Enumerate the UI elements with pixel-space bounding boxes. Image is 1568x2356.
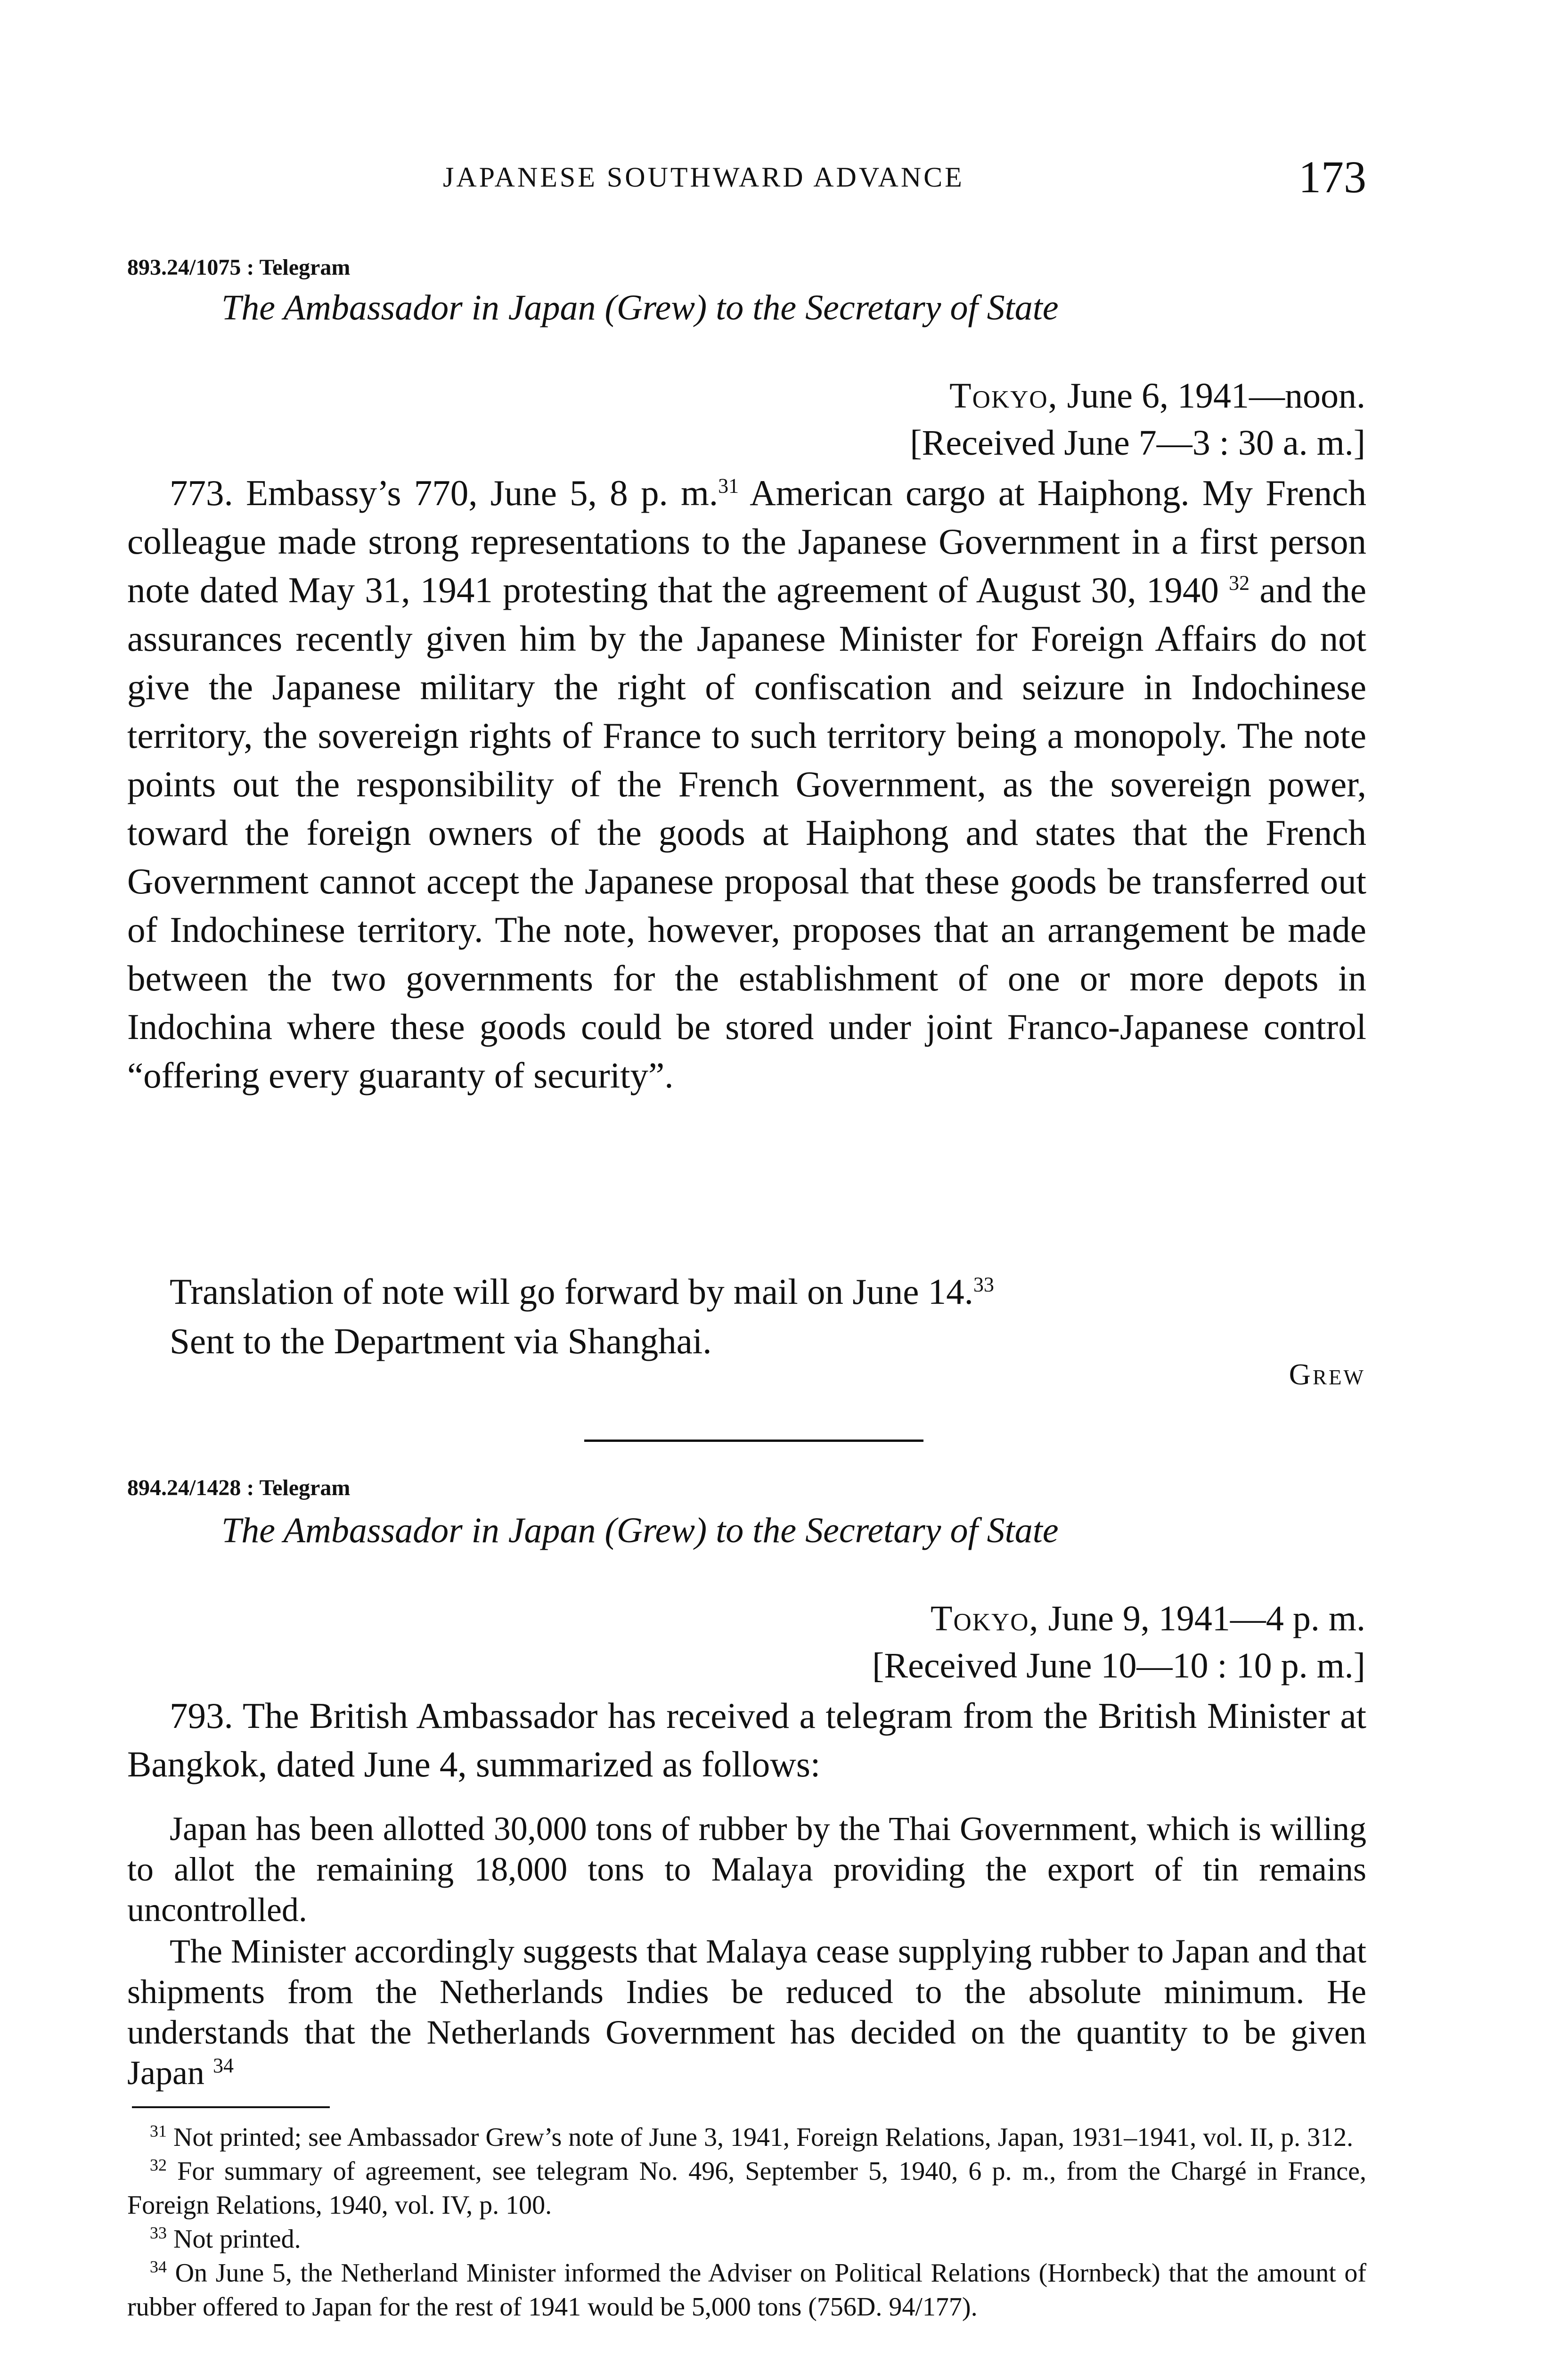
date-sent [872,1595,1365,1642]
footnote-text: For summary of agreement, see telegram No. 496, September 5, 1940, 6 p. m., from the Chargé in France, Foreign Relations, 1940, vol. IV, p. 100. [127,2157,1366,2220]
place: Tokyo, [931,1599,1039,1638]
footnote-mark: 32 [150,2155,167,2175]
date: June 9, 1941—4 p. m. [1039,1599,1365,1638]
file-number: 894.24/1428 : Telegram [127,1475,351,1500]
footnote [127,2222,1366,2256]
date-received: [Received June 10—10 : 10 p. m.] [872,1646,1365,1685]
footnote-text: On June 5, the Netherland Minister informed the Adviser on Political Relations (Hornbeck) that the amount of rubber offered to Japan for the rest of 1941 would be 5,000 tons (756D. 94/177). [127,2258,1367,2322]
footnote-text: Not printed. [173,2225,301,2254]
footnotes [127,2120,1366,2324]
signature: Grew [1289,1358,1365,1391]
running-title: JAPANESE SOUTHWARD ADVANCE [443,162,964,193]
footnote-rule [132,2106,330,2108]
telegram-paragraph: 793. The British Ambassador has received a telegram from the British Minister at Bangkok, dated June 4, summarized as follows: [127,1695,1366,1784]
footnote-mark: 31 [150,2121,167,2141]
quoted-paragraph: Japan has been allotted 30,000 tons of rubber by the Thai Government, which is willing to allot the remaining 18,000 tons to Malaya providing the export of tin remains uncontrolled. [127,1810,1366,1929]
quoted-paragraph [127,1931,1366,2093]
footnote [127,2256,1366,2324]
date: June 6, 1941—noon. [1058,376,1365,416]
document-title: The Ambassador in Japan (Grew) to the Secretary of State [221,1511,1059,1550]
document-title: The Ambassador in Japan (Grew) to the Secretary of State [221,288,1059,327]
dateline [910,372,1365,466]
paragraph-text: Translation of note will go forward by mail on June 14. [170,1271,973,1312]
dateline [872,1595,1365,1689]
paragraph-text: and the assurances recently given him by the Japanese Minister for Foreign Affairs do not give the Japanese military the right of confiscation and seizure in Indochinese territory, the sovereign rights of France to such territory being a monopoly. The note points out the responsibility of the French Government, as the sovereign power, toward the foreign owners of the goods at Haiphong and states that the French Government cannot accept the Japanese proposal that these goods be transferred out of Indochinese territory. The note, however, proposes that an arrangement be made between the two governments for the establishment of one or more depots in Indochina where these goods could be stored under joint Franco-Japanese control “offering every guaranty of security”. [127,570,1366,1096]
footnote-ref: 34 [212,2054,234,2077]
footnote-mark: 33 [150,2223,167,2242]
section-divider [584,1440,923,1442]
paragraph-text: The Minister accordingly suggests that Malaya cease supplying rubber to Japan and that shipments from the Netherlands Indies be reduced to the absolute minimum. He understands that the Netherlands Government has decided on the quantity to be given Japan [127,1932,1366,2092]
footnote-text: Not printed; see Ambassador Grew’s note of June 3, 1941, Foreign Relations, Japan, 1931–1941, vol. II, p. 312. [173,2123,1354,2152]
date-sent [910,372,1365,419]
footnote-ref: 31 [718,474,739,498]
telegram-paragraph [170,1268,994,1316]
telegram-paragraph [127,469,1366,1100]
file-number: 893.24/1075 : Telegram [127,255,351,280]
footnote-ref: 32 [1229,571,1250,595]
telegram-paragraph: Sent to the Department via Shanghai. [170,1321,712,1361]
page-number: 173 [1298,152,1366,202]
footnote-ref: 33 [973,1273,994,1296]
footnote [127,2120,1366,2154]
footnote-mark: 34 [150,2257,167,2276]
running-head [127,151,1366,203]
footnote [127,2154,1366,2222]
place: Tokyo, [949,376,1058,416]
date-received: [Received June 7—3 : 30 a. m.] [910,423,1365,463]
paragraph-text: 773. Embassy’s 770, June 5, 8 p. m. [170,473,719,513]
paragraph-text: American cargo at Haiphong. My French colleague made strong representations to the Japanese Government in a first person note dated May 31, 1941 protesting that the agreement of August 30, 1940 [127,473,1366,610]
